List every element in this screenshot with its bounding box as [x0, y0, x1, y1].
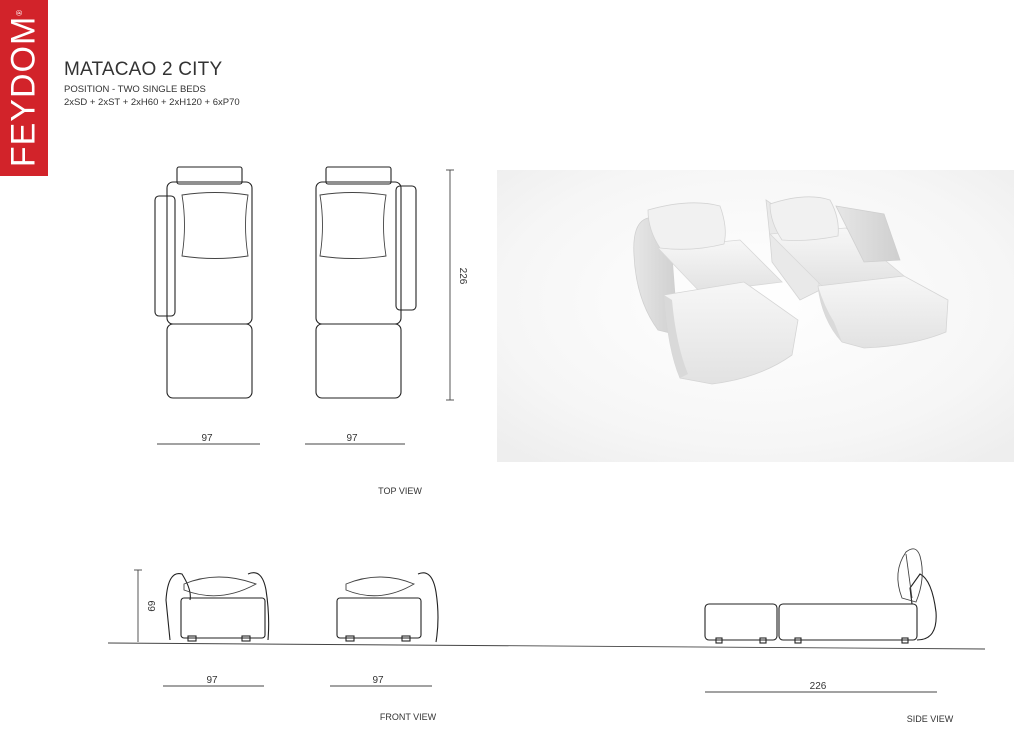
front-view-height-label: 69 [145, 600, 156, 612]
side-view-dimensions [705, 681, 954, 724]
front-view-width-left-label: 97 [206, 675, 218, 686]
front-view-width-dimensions [163, 675, 437, 722]
top-view-right-module [316, 167, 416, 398]
side-view-module [705, 549, 936, 643]
top-view-length-label: 226 [457, 267, 468, 285]
front-view-right-module [337, 573, 438, 642]
product-render [497, 170, 1014, 462]
top-view-width-left-label: 97 [201, 433, 213, 444]
product-title: MATACAO 2 CITY [64, 59, 223, 80]
front-view-caption: FRONT VIEW [379, 712, 437, 722]
top-view-caption: TOP VIEW [378, 486, 422, 496]
front-view-width-right-label: 97 [372, 675, 384, 686]
product-configuration: 2xSD + 2xST + 2xH60 + 2xH120 + 6xP70 [64, 97, 240, 108]
ground-line [108, 643, 985, 649]
top-view-dimensions [157, 170, 468, 496]
brand-name: FEYDOM® [4, 8, 43, 168]
side-view-caption: SIDE VIEW [906, 714, 954, 724]
product-position: POSITION - TWO SINGLE BEDS [64, 84, 206, 95]
front-view-dimensions [134, 570, 156, 642]
side-view-length-label: 226 [809, 681, 827, 692]
top-view-width-right-label: 97 [346, 433, 358, 444]
front-view-left-module [166, 573, 269, 641]
top-view-left-module [155, 167, 252, 398]
